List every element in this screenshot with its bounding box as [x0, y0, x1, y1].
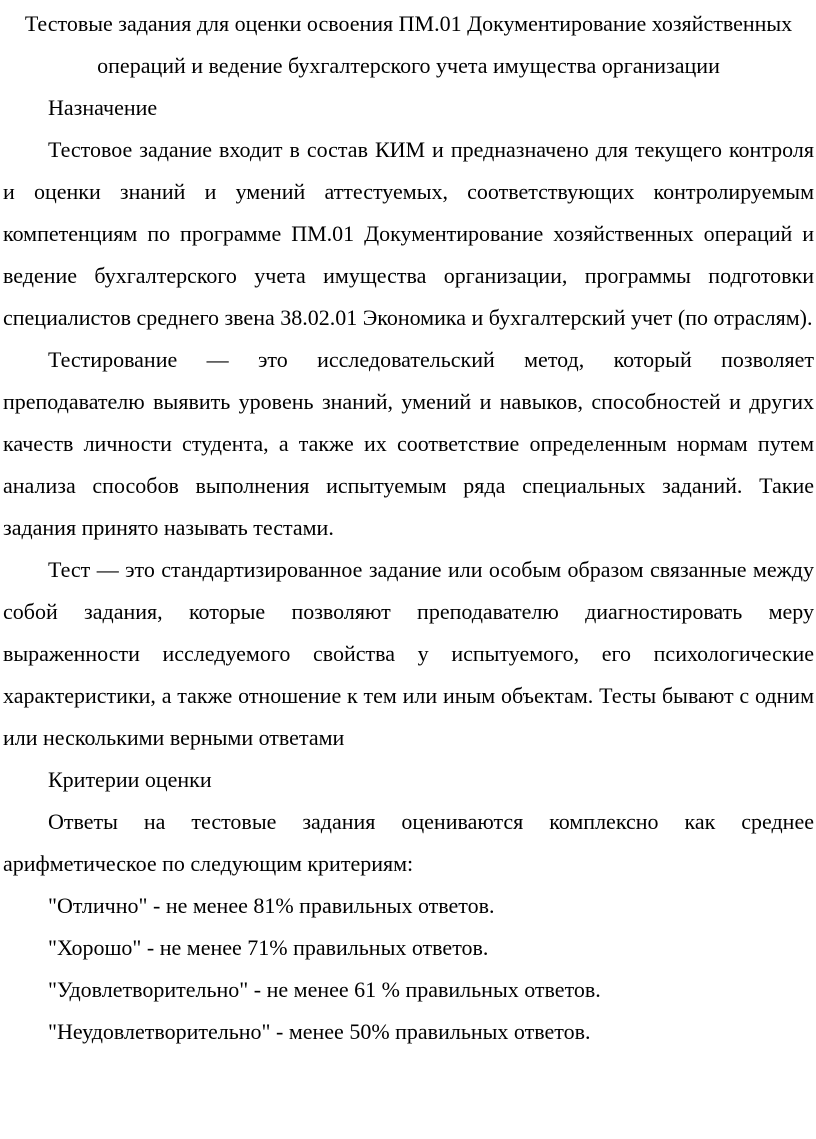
- paragraph-purpose: Тестовое задание входит в состав КИМ и предназначено для текущего контроля и оценки знаний и умений аттестуемых, соответствующих контролируемым компетенциям по программе ПМ.01 Документирование хозяйственных операций и ведение бухгалтерского учета имущества организации, программы подготовки специалистов среднего звена 38.02.01 Экономика и бухгалтерский учет (по отраслям).: [3, 137, 814, 330]
- criteria-list: [3, 885, 814, 1053]
- criterion-unsatisfactory: "Неудовлетворительно" - менее 50% правильных ответов.: [48, 1019, 591, 1044]
- heading-purpose: Назначение: [48, 95, 158, 120]
- criterion-good: "Хорошо" - не менее 71% правильных ответов.: [48, 935, 489, 960]
- document-title: Тестовые задания для оценки освоения ПМ.01 Документирование хозяйственных операций и ведение бухгалтерского учета имущества организации: [24, 11, 793, 78]
- criterion-excellent: "Отлично" - не менее 81% правильных ответов.: [48, 893, 495, 918]
- heading-criteria: Критерии оценки: [48, 767, 212, 792]
- paragraph-testing: Тестирование — это исследовательский метод, который позволяет преподавателю выявить уровень знаний, умений и навыков, способностей и других качеств личности студента, а также их соответствие определенным нормам путем анализа способов выполнения испытуемым ряда специальных заданий. Такие задания принято называть тестами.: [3, 347, 814, 540]
- paragraph-criteria: Ответы на тестовые задания оцениваются комплексно как среднее арифметическое по следующим критериям:: [3, 809, 814, 876]
- criterion-satisfactory: "Удовлетворительно" - не менее 61 % правильных ответов.: [48, 977, 601, 1002]
- paragraph-test-definition: Тест — это стандартизированное задание или особым образом связанные между собой задания, которые позволяют преподавателю диагностировать меру выраженности исследуемого свойства у испытуемого, его психологические характеристики, а также отношение к тем или иным объектам. Тесты бывают с одним или несколькими верными ответами: [3, 557, 814, 750]
